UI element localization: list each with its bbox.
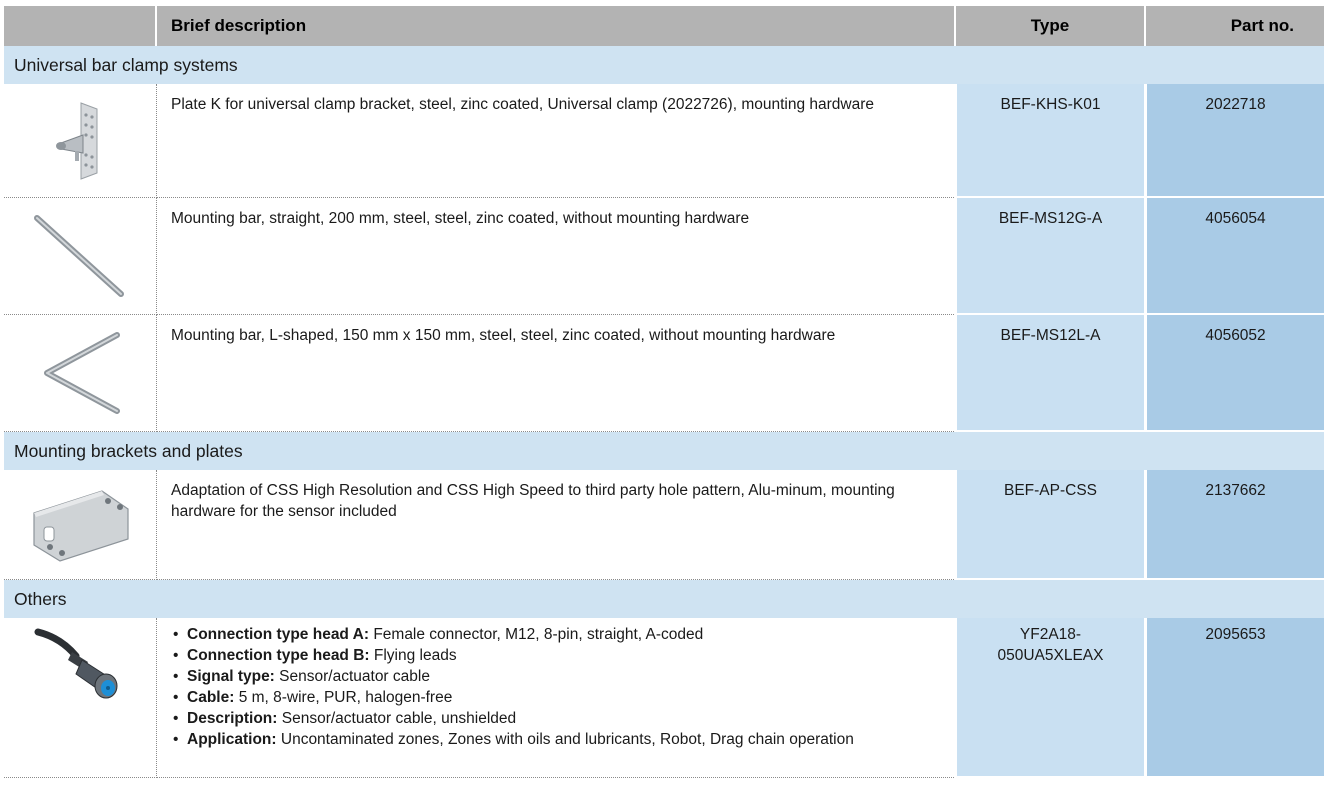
plate-k-icon: [35, 99, 125, 183]
list-item: [171, 666, 940, 687]
product-type: BEF-AP-CSS: [954, 470, 1144, 580]
product-image-cell: [4, 84, 157, 198]
product-type: BEF-MS12G-A: [954, 198, 1144, 315]
product-type: BEF-KHS-K01: [954, 84, 1144, 198]
product-type: [954, 618, 1144, 778]
spec-value: Flying leads: [373, 647, 457, 664]
mounting-bar-l-shaped-icon: [25, 327, 135, 419]
spec-value: Sensor/actuator cable: [279, 668, 430, 685]
product-part-no: 2022718: [1144, 84, 1324, 198]
product-type-line: 050UA5XLEAX: [997, 647, 1104, 664]
product-image-cell: [4, 618, 157, 778]
spec-label: Signal type:: [187, 668, 275, 685]
header-type: Type: [954, 6, 1144, 46]
section-row: [4, 46, 1324, 84]
spec-value: Sensor/actuator cable, unshielded: [281, 710, 517, 727]
spec-label: Connection type head B:: [187, 647, 370, 664]
product-image-cell: [4, 198, 157, 315]
section-title-mounting-brackets: Mounting brackets and plates: [4, 432, 1324, 470]
product-description: Mounting bar, straight, 200 mm, steel, steel, zinc coated, without mounting hardware: [157, 198, 954, 315]
spec-value: 5 m, 8-wire, PUR, halogen-free: [238, 689, 453, 706]
product-description: Plate K for universal clamp bracket, steel, zinc coated, Universal clamp (2022726), mounting hardware: [157, 84, 954, 198]
product-type-line: YF2A18-: [1019, 626, 1082, 643]
header-image-cell: [4, 6, 157, 46]
table-row: [4, 470, 1324, 580]
list-item: [171, 687, 940, 708]
mounting-bar-straight-icon: [25, 210, 135, 302]
spec-label: Cable:: [187, 689, 235, 706]
header-brief-description: Brief description: [157, 6, 954, 46]
section-title-others: Others: [4, 580, 1324, 618]
product-image-cell: [4, 315, 157, 432]
product-image-cell: [4, 470, 157, 580]
product-description: Mounting bar, L-shaped, 150 mm x 150 mm, steel, steel, zinc coated, without mounting hardware: [157, 315, 954, 432]
accessories-table: [4, 6, 1324, 778]
product-description: [157, 618, 954, 778]
list-item: [171, 645, 940, 666]
sensor-cable-icon: [30, 626, 130, 708]
section-title-universal-bar-clamp: Universal bar clamp systems: [4, 46, 1324, 84]
table-row: [4, 618, 1324, 778]
list-item: [171, 708, 940, 729]
spec-label: Connection type head A:: [187, 626, 369, 643]
spec-label: Application:: [187, 731, 277, 748]
header-part-no: Part no.: [1144, 6, 1324, 46]
list-item: [171, 729, 940, 750]
product-description: Adaptation of CSS High Resolution and CSS High Speed to third party hole pattern, Alu-minum, mounting hardware for the sensor included: [157, 470, 954, 580]
table-header-row: [4, 6, 1324, 46]
product-part-no: 4056054: [1144, 198, 1324, 315]
spec-value: Uncontaminated zones, Zones with oils and lubricants, Robot, Drag chain operation: [280, 731, 854, 748]
adaptation-plate-icon: [20, 483, 140, 567]
spec-value: Female connector, M12, 8-pin, straight, A-coded: [373, 626, 704, 643]
accessories-page: [0, 6, 1333, 789]
section-row: [4, 580, 1324, 618]
product-part-no: 2137662: [1144, 470, 1324, 580]
product-type: BEF-MS12L-A: [954, 315, 1144, 432]
table-row: [4, 84, 1324, 198]
spec-list: [171, 624, 940, 750]
product-part-no: 4056052: [1144, 315, 1324, 432]
table-row: [4, 315, 1324, 432]
product-part-no: 2095653: [1144, 618, 1324, 778]
section-row: [4, 432, 1324, 470]
spec-label: Description:: [187, 710, 278, 727]
table-row: [4, 198, 1324, 315]
list-item: [171, 624, 940, 645]
